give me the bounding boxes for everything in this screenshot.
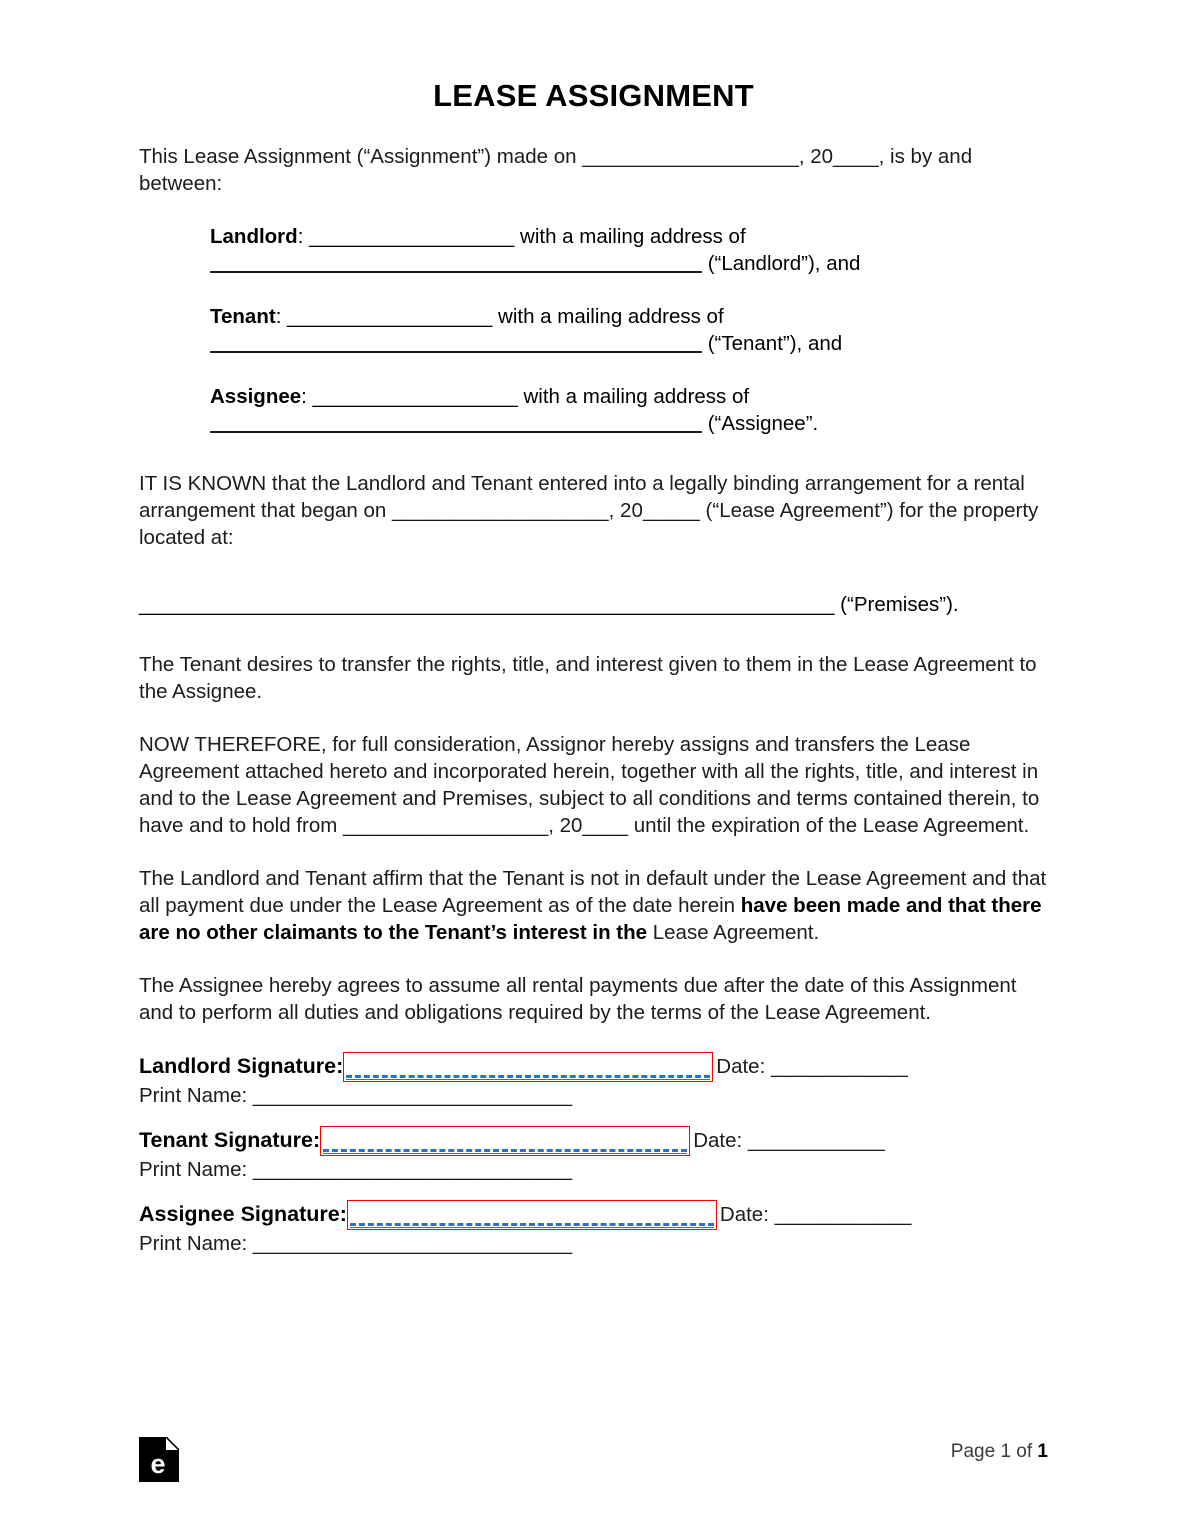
tenant-date-blank[interactable]: ____________ (747, 1129, 885, 1152)
intro-paragraph (139, 143, 1048, 197)
landlord-print-name-label: Print Name: (139, 1084, 253, 1107)
premises-short-blank[interactable]: ____ (788, 593, 835, 616)
recital-line2: , 20_____ (“Lease Agreement”) for the property located at: (139, 499, 1039, 549)
landlord-signature-underline-dash (346, 1075, 710, 1078)
party-landlord-suffix: (“Landlord”), and (707, 252, 861, 275)
party-landlord-line2 (210, 250, 1048, 277)
page-number (951, 1441, 1048, 1463)
tenant-signature-underline-solid (323, 1153, 687, 1154)
assignee-signature-label-text: Assignee Signature (139, 1202, 340, 1226)
affirm-paragraph (139, 865, 1048, 946)
party-block-assignee (210, 383, 1048, 437)
assignee-print-name-blank[interactable]: ____________________________ (252, 1232, 573, 1255)
eforms-document-icon[interactable] (139, 1437, 179, 1482)
landlord-print-name-blank[interactable]: ____________________________ (252, 1084, 573, 1107)
tenant-signature-label (139, 1127, 320, 1154)
party-assignee-suffix: (“Assignee”. (707, 412, 819, 435)
signature-row-assignee (139, 1200, 1048, 1228)
tenant-date-label: Date: (693, 1129, 748, 1152)
assignee-date-label: Date: (719, 1203, 775, 1226)
party-assignee-label: Assignee (210, 385, 302, 408)
party-tenant-line2 (210, 330, 1048, 357)
landlord-signature-label-text: Landlord Signature (139, 1054, 337, 1078)
intro-text-before: This Lease Assignment (“Assignment”) made on (139, 145, 583, 168)
assume-paragraph: The Assignee hereby agrees to assume all rental payments due after the date of this Assignment and to perform all duties and obligations required by the terms of the Lease Agreement. (139, 974, 1017, 1024)
landlord-signature-underline-solid (346, 1079, 710, 1080)
party-tenant-address-blank[interactable] (210, 332, 702, 353)
signature-row-landlord (139, 1052, 1048, 1080)
party-block-landlord (210, 223, 1048, 277)
party-assignee-line2 (210, 410, 1048, 437)
now-therefore-text-b: , 20____ until the expiration of the Lease Agreement. (548, 814, 1030, 837)
party-tenant-mid: with a mailing address of (492, 305, 724, 328)
party-landlord-line1: Landlord: __________________ with a mailing address of (210, 225, 746, 248)
intro-text-after: , 20____, is by and between: (139, 145, 973, 195)
premises-suffix: (“Premises”). (834, 593, 959, 616)
landlord-signature-separator: : (336, 1054, 344, 1078)
tenant-signature-label-text: Tenant Signature (139, 1128, 314, 1152)
party-tenant-label: Tenant (210, 305, 276, 328)
now-therefore-date-blank[interactable]: __________________ (343, 814, 549, 837)
landlord-date-blank[interactable]: ____________ (770, 1055, 908, 1078)
page-number-prefix: Page 1 of (950, 1441, 1038, 1462)
landlord-date-group (713, 1053, 908, 1080)
page-number-total: 1 (1037, 1441, 1048, 1462)
assignee-signature-separator: : (339, 1202, 347, 1226)
assignee-date-blank[interactable]: ____________ (774, 1203, 912, 1226)
premises-blank[interactable]: _________________________________________________________ (139, 593, 789, 616)
recital-date-blank[interactable]: ___________________ (392, 499, 609, 522)
eforms-logo-letter: e (150, 1449, 166, 1479)
tenant-signature-separator: : (313, 1128, 321, 1152)
assignee-signature-field[interactable] (347, 1200, 717, 1230)
assignee-print-name-label: Print Name: (139, 1232, 253, 1255)
document-body (139, 143, 1048, 1257)
recital-paragraph (139, 470, 1048, 551)
recital-line1: IT IS KNOWN that the Landlord and Tenant entered into a legally binding arrangement for a rental arrangement that began on (139, 472, 1025, 522)
tenant-date-group (690, 1127, 885, 1154)
tenant-print-name-blank[interactable]: ____________________________ (252, 1158, 573, 1181)
page-title: LEASE ASSIGNMENT (433, 78, 754, 113)
tenant-signature-underline-dash (323, 1149, 687, 1152)
signature-section (139, 1052, 1048, 1257)
party-tenant-suffix: (“Tenant”), and (707, 332, 843, 355)
assignee-signature-underline-solid (350, 1227, 714, 1228)
party-assignee-line1: Assignee: __________________ with a mailing address of (210, 385, 750, 408)
landlord-signature-label (139, 1053, 343, 1080)
intro-date-blank[interactable]: ___________________ (582, 145, 799, 168)
affirm-text-b: Lease Agreement. (647, 921, 820, 944)
premises-line (139, 591, 1048, 618)
tenant-signature-field[interactable] (320, 1126, 690, 1156)
now-therefore-paragraph (139, 731, 1048, 839)
landlord-signature-field[interactable] (343, 1052, 713, 1082)
party-landlord-mid: with a mailing address of (514, 225, 746, 248)
assignee-date-group (717, 1201, 912, 1228)
party-tenant-line1: Tenant: __________________ with a mailing address of (210, 305, 724, 328)
transfer-paragraph: The Tenant desires to transfer the rights, title, and interest given to them in the Lease Agreement to the Assignee. (139, 653, 1037, 703)
assignee-signature-label (139, 1201, 347, 1228)
assignee-signature-underline-dash (350, 1223, 714, 1226)
landlord-date-label: Date: (716, 1055, 771, 1078)
party-assignee-address-blank[interactable] (210, 412, 702, 433)
party-tenant-name-blank[interactable]: __________________ (287, 305, 493, 328)
party-assignee-name-blank[interactable]: __________________ (312, 385, 518, 408)
signature-row-tenant (139, 1126, 1048, 1154)
tenant-print-name-label: Print Name: (139, 1158, 253, 1181)
affirm-text-a: The Landlord and Tenant affirm that the Tenant is not in default under the Lease Agreement and that all payment due under the Lease Agreement as of the date herein (139, 867, 1047, 917)
now-therefore-text-a: NOW THEREFORE, for full consideration, Assignor hereby assigns and transfers the Lease Agreement attached hereto and incorporated herein, together with all the rights, title, and interest in and to the Lease Agreement and Premises, subject to all conditions and terms contained therein, to have and to hold from (139, 733, 1040, 837)
party-landlord-address-blank[interactable] (210, 252, 702, 273)
party-landlord-label: Landlord (210, 225, 298, 248)
party-landlord-name-blank[interactable]: __________________ (309, 225, 515, 248)
affirm-emphasis: have been made and that there are no other claimants to the Tenant’s interest in the (139, 894, 1042, 944)
tenant-print-name-row (139, 1156, 1048, 1183)
landlord-print-name-row (139, 1082, 1048, 1109)
assignee-print-name-row (139, 1230, 1048, 1257)
party-block-tenant (210, 303, 1048, 357)
party-assignee-mid: with a mailing address of (517, 385, 750, 408)
